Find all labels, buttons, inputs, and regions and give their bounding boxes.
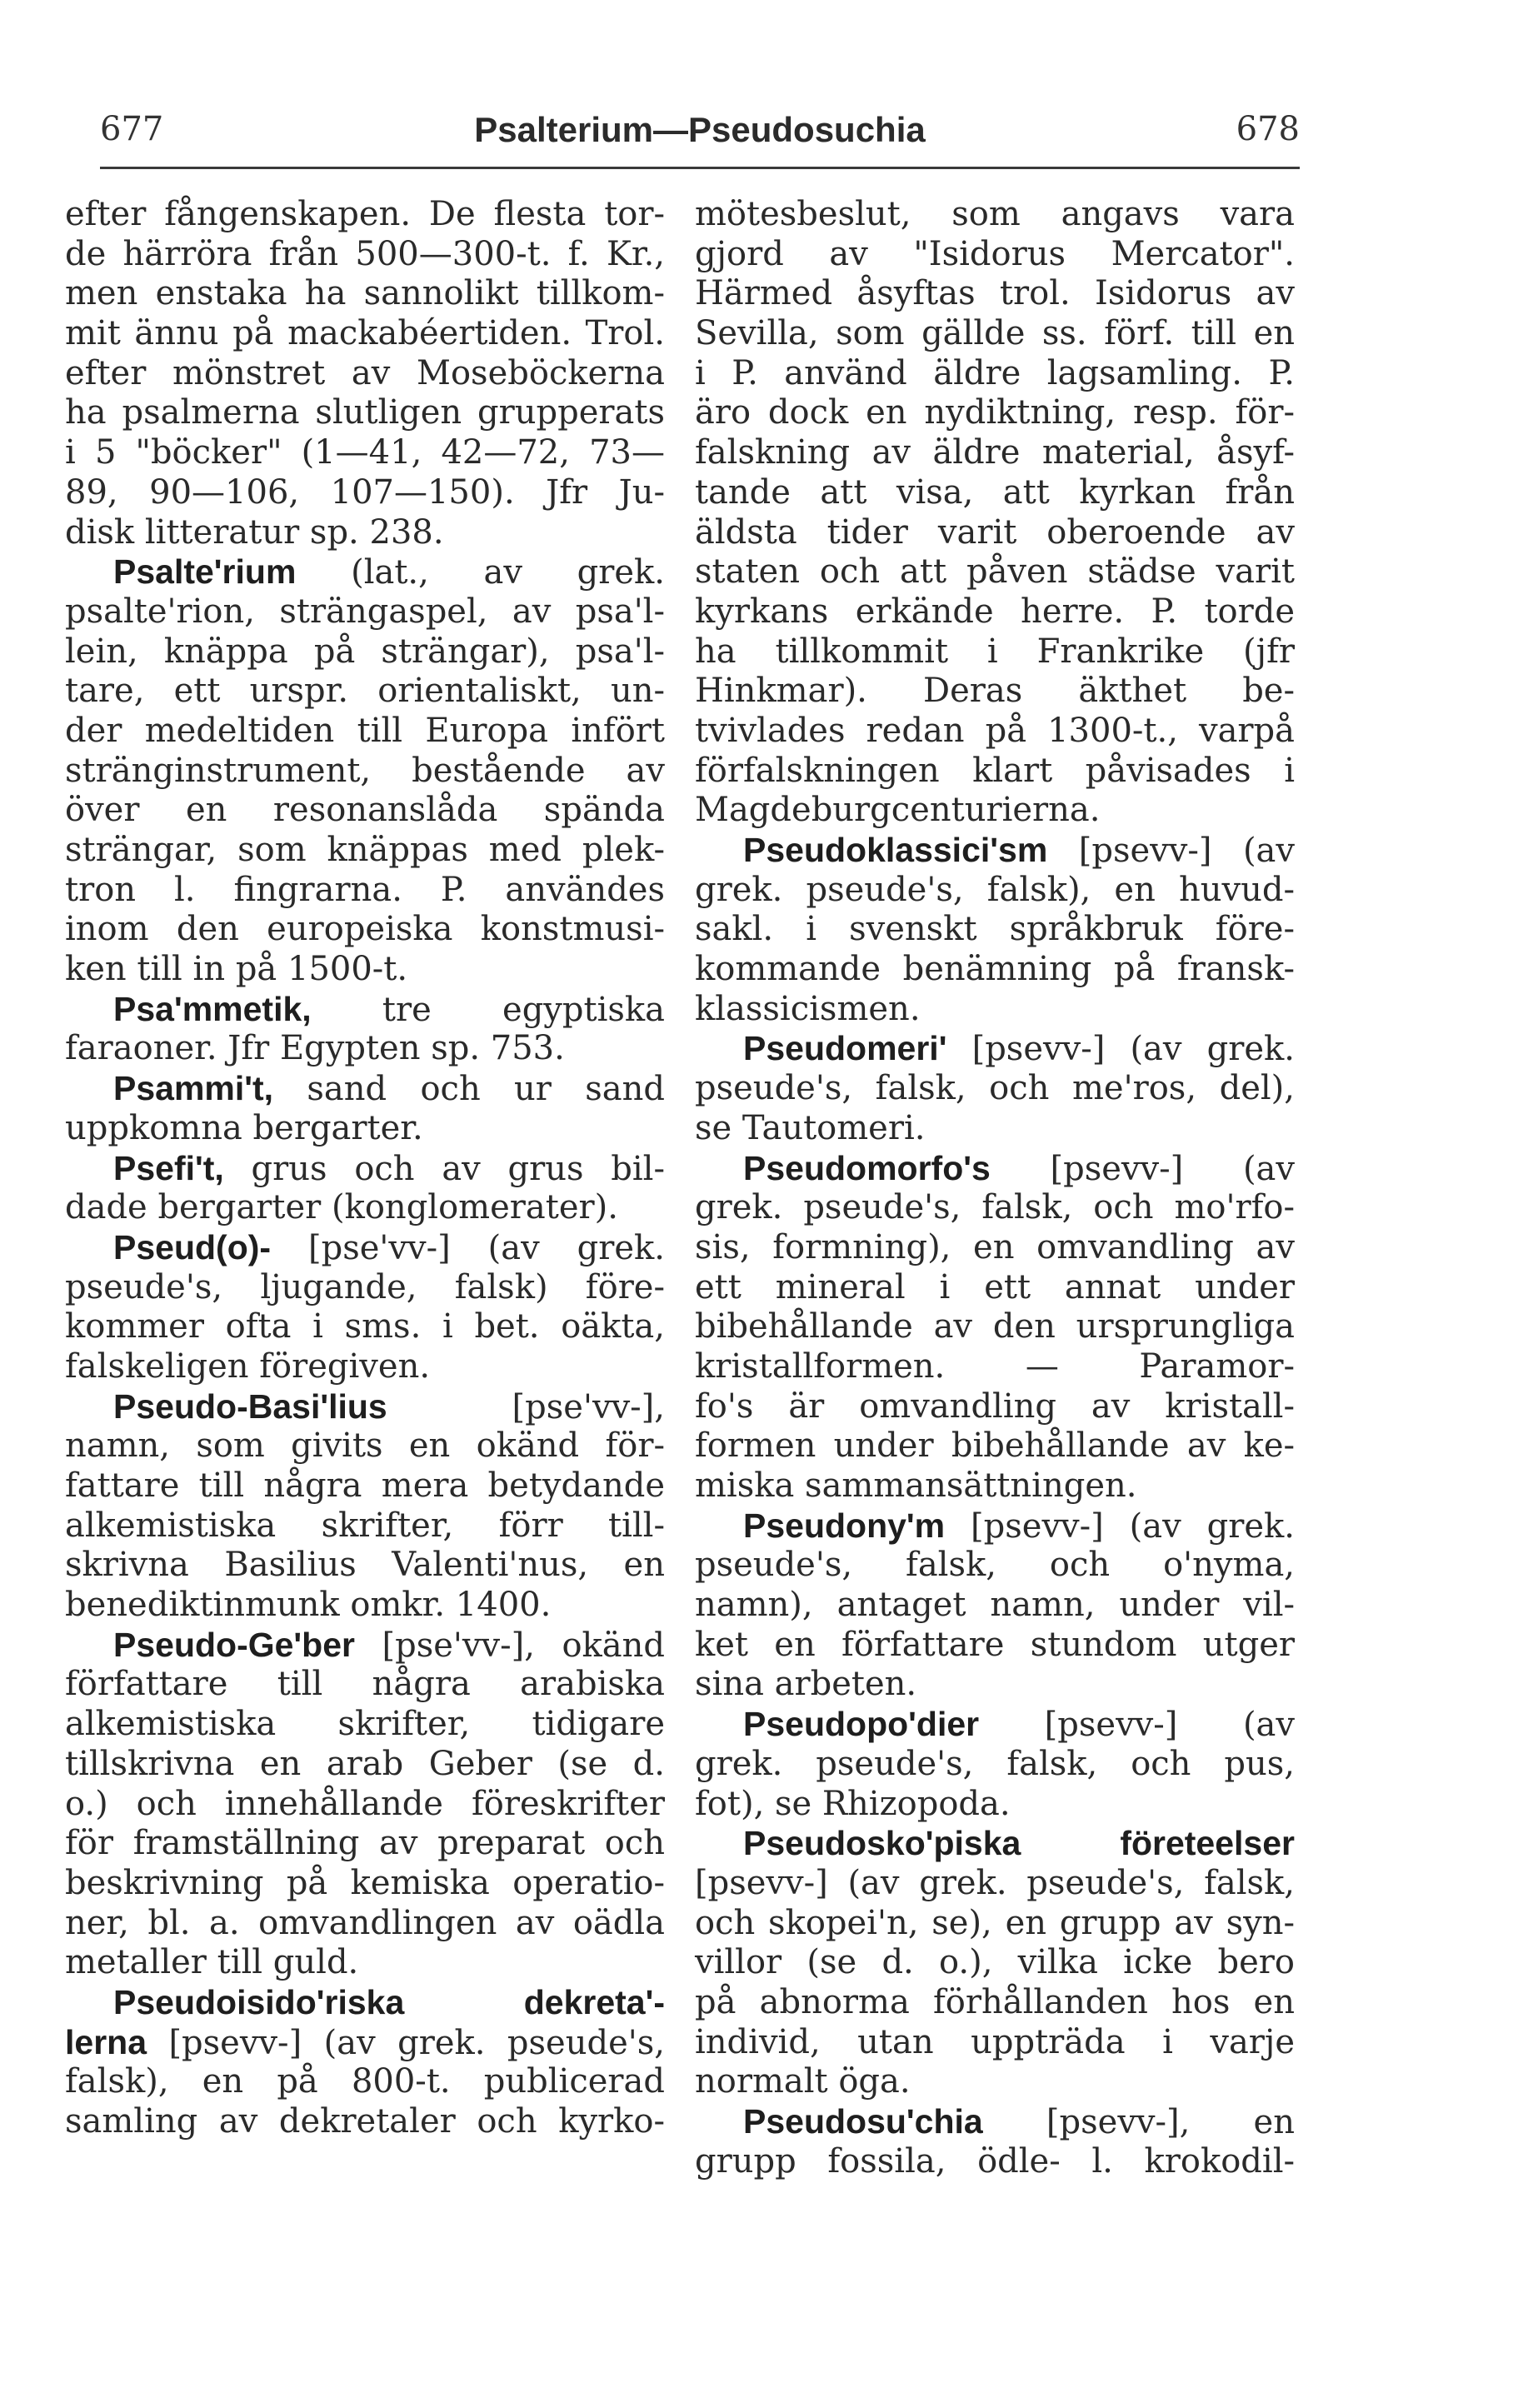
entry-text: samling av dekretaler och kyrko- xyxy=(65,2102,665,2141)
entry-headword: Pseudopo'dier xyxy=(743,1705,980,1744)
entry-text: över en resonanslåda spända xyxy=(65,791,665,830)
entry-text: o.) och innehållande föreskrifter xyxy=(65,1784,665,1823)
entry-text: på abnorma förhållanden hos en xyxy=(695,1982,1295,2021)
text-line xyxy=(695,1149,1295,1189)
entry-headword: Psalte'rium xyxy=(113,552,297,592)
left-page-number: 677 xyxy=(100,110,164,148)
entry-text: klassicismen. xyxy=(695,989,921,1028)
entry-text: [psevv-], en xyxy=(982,2103,1295,2141)
entry-headword: Pseudoisido'riska dekreta'- xyxy=(113,1982,665,2021)
entry-headword: Pseudosko'piska företeelser xyxy=(743,1824,1295,1863)
entry-text: [psevv-] (av grek. xyxy=(946,1030,1295,1069)
entry-text: sakl. i svenskt språkbruk före- xyxy=(695,910,1295,949)
text-line xyxy=(65,1626,665,1666)
text-line xyxy=(65,1149,665,1189)
text-line xyxy=(65,632,665,672)
entry-text: pseude's, ljugande, falsk) före- xyxy=(65,1267,665,1306)
text-line xyxy=(65,1824,665,1864)
text-line xyxy=(695,513,1295,553)
text-line xyxy=(65,274,665,314)
text-line xyxy=(65,1983,665,2023)
entry-text: sand och ur sand xyxy=(273,1070,665,1109)
text-line xyxy=(65,433,665,473)
entry-text: alkemistiska skrifter, tidigare xyxy=(65,1705,665,1744)
entry-headword: Psefi't, xyxy=(113,1148,224,1187)
entry-text: ket en författare stundom utger xyxy=(695,1625,1295,1664)
text-line xyxy=(65,1347,665,1387)
entry-text: normalt öga. xyxy=(695,2062,911,2101)
entry-headword: Pseudony'm xyxy=(743,1506,946,1545)
entry-text: dade bergarter (konglomerater). xyxy=(65,1188,618,1227)
entry-text: [pse'vv-], okänd xyxy=(354,1626,665,1665)
entry-text: tare, ett urspr. orientaliskt, un- xyxy=(65,672,665,711)
entry-text: individ, utan uppträda i varje xyxy=(695,2022,1295,2061)
entry-text: skrivna Basilius Valenti'nus, en xyxy=(65,1546,665,1585)
text-line xyxy=(695,910,1295,950)
text-line xyxy=(695,473,1295,513)
entry-text: miska sammansättningen. xyxy=(695,1466,1137,1505)
text-line xyxy=(695,1506,1295,1546)
text-line xyxy=(695,2023,1295,2063)
text-line xyxy=(695,2142,1295,2182)
entry-text: grupp fossila, ödle- l. krokodil- xyxy=(695,2141,1295,2181)
entry-text: Sevilla, som gällde ss. förf. till en xyxy=(695,314,1295,353)
text-line xyxy=(65,513,665,553)
entry-text: [psevv-] (av xyxy=(990,1149,1295,1188)
entry-text: falskeligen föregiven. xyxy=(65,1346,431,1386)
entry-headword: Psa'mmetik, xyxy=(113,989,312,1028)
text-line xyxy=(695,2102,1295,2142)
text-line xyxy=(65,1864,665,1904)
text-line xyxy=(65,1546,665,1586)
text-line xyxy=(65,752,665,792)
entry-headword: Pseudo-Basi'lius xyxy=(113,1386,387,1426)
entry-text: tre egyptiska xyxy=(311,990,665,1029)
text-line xyxy=(695,1069,1295,1109)
text-line xyxy=(695,1983,1295,2023)
left-column xyxy=(65,195,665,2142)
entry-text: strängar, som knäppas med plek- xyxy=(65,831,665,869)
entry-headword: Pseudoklassici'sm xyxy=(743,831,1048,869)
entry-text: villor (se d. o.), vilka icke bero xyxy=(695,1943,1295,1982)
entry-text: metaller till guld. xyxy=(65,1943,359,1982)
text-line xyxy=(65,791,665,831)
entry-text: i P. använd äldre lagsamling. P. xyxy=(695,353,1295,392)
entry-text: kyrkans erkände herre. P. torde xyxy=(695,592,1295,631)
entry-text: [psevv-] (av xyxy=(979,1706,1295,1745)
entry-text: förfalskningen klart påvisades i xyxy=(695,751,1295,790)
entry-text: [psevv-] (av grek. xyxy=(945,1506,1295,1546)
entry-text: äro dock en nydiktning, resp. för- xyxy=(695,393,1295,432)
text-line xyxy=(695,1029,1295,1069)
text-line xyxy=(695,1864,1295,1904)
text-line xyxy=(695,1824,1295,1864)
text-line xyxy=(65,1069,665,1109)
text-line xyxy=(65,1904,665,1944)
entry-text: se Tautomeri. xyxy=(695,1108,926,1147)
text-line xyxy=(65,1785,665,1825)
text-line xyxy=(65,473,665,513)
text-line xyxy=(695,433,1295,473)
entry-text: sina arbeten. xyxy=(695,1665,917,1704)
entry-text: grek. pseude's, falsk), en huvud- xyxy=(695,870,1295,909)
entry-text: falsk), en på 800-t. publicerad xyxy=(65,2062,665,2101)
entry-text: tvivlades redan på 1300-t., varpå xyxy=(695,711,1295,750)
entry-text: kommande benämning på fransk- xyxy=(695,950,1295,989)
text-line xyxy=(65,990,665,1030)
entry-text: namn, som givits en okänd för- xyxy=(65,1426,665,1466)
text-line xyxy=(695,195,1295,235)
text-line xyxy=(695,1307,1295,1347)
entry-text: fo's är omvandling av kristall- xyxy=(695,1386,1295,1426)
text-line xyxy=(695,1466,1295,1506)
right-column xyxy=(695,195,1295,2181)
entry-text: tillskrivna en arab Geber (se d. xyxy=(65,1744,665,1783)
entry-text: gjord av "Isidorus Mercator". xyxy=(695,234,1295,273)
text-line xyxy=(65,1466,665,1506)
text-line xyxy=(65,672,665,712)
entry-headword: Pseudosu'chia xyxy=(743,2102,983,2141)
entry-text: psalte'rion, strängaspel, av psa'l- xyxy=(65,592,665,631)
text-line xyxy=(695,1785,1295,1825)
text-line xyxy=(695,1943,1295,1983)
text-line xyxy=(695,1665,1295,1705)
text-line xyxy=(695,1705,1295,1745)
entry-text: (lat., av grek. xyxy=(296,553,665,592)
entry-text: Härmed åsyftas trol. Isidorus av xyxy=(695,274,1295,313)
entry-text: författare till några arabiska xyxy=(65,1665,665,1704)
entry-text: grek. pseude's, falsk, och mo'rfo- xyxy=(695,1188,1295,1227)
text-line xyxy=(695,314,1295,354)
text-line xyxy=(695,1546,1295,1586)
text-line xyxy=(695,1904,1295,1944)
entry-text: i 5 "böcker" (1—41, 42—72, 73— xyxy=(65,433,665,472)
text-line xyxy=(65,1188,665,1228)
text-line xyxy=(65,1506,665,1546)
entry-text: bibehållande av den ursprungliga xyxy=(695,1307,1295,1346)
text-line xyxy=(65,950,665,990)
text-line xyxy=(695,1268,1295,1308)
text-line xyxy=(65,592,665,632)
entry-text: tande att visa, att kyrkan från xyxy=(695,472,1295,512)
entry-text: ha psalmerna slutligen grupperats xyxy=(65,393,665,432)
text-line xyxy=(695,1626,1295,1666)
text-line xyxy=(65,2062,665,2102)
text-line xyxy=(65,1109,665,1149)
entry-text: [pse'vv-] (av grek. xyxy=(271,1228,665,1267)
text-line xyxy=(695,831,1295,871)
text-line xyxy=(695,871,1295,911)
entry-text: fattare till några mera betydande xyxy=(65,1466,665,1505)
entry-headword: Pseudomeri' xyxy=(743,1029,947,1068)
text-line xyxy=(65,195,665,235)
entry-text: inom den europeiska konstmusi- xyxy=(65,910,665,949)
text-line xyxy=(65,235,665,275)
entry-text: ett mineral i ett annat under xyxy=(695,1267,1295,1306)
text-line xyxy=(695,592,1295,632)
text-line xyxy=(695,1347,1295,1387)
text-line xyxy=(65,1705,665,1745)
text-line xyxy=(65,831,665,871)
entry-text: formen under bibehållande av ke- xyxy=(695,1426,1295,1466)
text-line xyxy=(65,1387,665,1427)
text-line xyxy=(695,752,1295,792)
entry-text: pseude's, falsk, och o'nyma, xyxy=(695,1546,1295,1585)
entry-text: mötesbeslut, som angavs vara xyxy=(695,195,1295,233)
entry-text: fot), se Rhizopoda. xyxy=(695,1784,1011,1823)
entry-text: och skopei'n, se), en grupp av syn- xyxy=(695,1903,1295,1942)
entry-text: [psevv-] (av grek. pseude's, falsk, xyxy=(695,1863,1295,1902)
text-line xyxy=(65,354,665,394)
entry-text: Magdeburgcenturierna. xyxy=(695,791,1101,830)
text-line xyxy=(65,2023,665,2063)
entry-text: [psevv-] (av grek. pseude's, xyxy=(147,2023,665,2062)
entry-text: benediktinmunk omkr. 1400. xyxy=(65,1586,552,1625)
entry-text: men enstaka ha sannolikt tillkom- xyxy=(65,274,665,313)
text-line xyxy=(65,1426,665,1466)
entry-headword: lerna xyxy=(65,2022,147,2061)
entry-text: ha tillkommit i Frankrike (jfr xyxy=(695,632,1295,671)
entry-text: efter mönstret av Moseböckerna xyxy=(65,353,665,392)
text-line xyxy=(695,274,1295,314)
entry-headword: Psammi't, xyxy=(113,1069,274,1108)
entry-text: lein, knäppa på strängar), psa'l- xyxy=(65,632,665,671)
entry-text: falskning av äldre material, åsyf- xyxy=(695,433,1295,472)
text-line xyxy=(65,1943,665,1983)
entry-headword: Pseud(o)- xyxy=(113,1227,272,1266)
entry-text: tron l. fingrarna. P. användes xyxy=(65,870,665,909)
text-line xyxy=(65,871,665,911)
entry-text: namn), antaget namn, under vil- xyxy=(695,1586,1295,1625)
entry-text: disk litteratur sp. 238. xyxy=(65,512,444,552)
entry-text: ner, bl. a. omvandlingen av oädla xyxy=(65,1903,665,1942)
entry-headword: Pseudo-Ge'ber xyxy=(113,1625,355,1664)
text-line xyxy=(65,393,665,433)
entry-text: grus och av grus bil- xyxy=(223,1149,665,1188)
text-line xyxy=(65,1745,665,1785)
text-line xyxy=(65,910,665,950)
text-line xyxy=(695,2062,1295,2102)
text-line xyxy=(695,712,1295,752)
text-line xyxy=(695,552,1295,592)
entry-text: stränginstrument, bestående av xyxy=(65,751,665,790)
text-line xyxy=(65,1586,665,1626)
running-title: Psalterium—Pseudosuchia xyxy=(474,110,926,149)
entry-text: Hinkmar). Deras äkthet be- xyxy=(695,672,1295,711)
entry-text: mit ännu på mackabéertiden. Trol. xyxy=(65,314,665,353)
text-line xyxy=(65,2102,665,2142)
entry-text: äldsta tider varit oberoende av xyxy=(695,512,1295,552)
entry-text: alkemistiska skrifter, förr till- xyxy=(65,1506,665,1545)
text-line xyxy=(65,1268,665,1308)
header-rule xyxy=(100,167,1300,169)
entry-text: uppkomna bergarter. xyxy=(65,1108,423,1147)
entry-text: staten och att påven städse varit xyxy=(695,552,1295,592)
entry-headword: Pseudomorfo's xyxy=(743,1148,991,1187)
text-line xyxy=(65,552,665,592)
entry-text: sis, formning), en omvandling av xyxy=(695,1227,1295,1266)
entry-text: pseude's, falsk, och me'ros, del), xyxy=(695,1069,1295,1108)
text-line xyxy=(695,1188,1295,1228)
entry-text: [psevv-] (av xyxy=(1047,832,1295,870)
entry-text: efter fångenskapen. De flesta tor- xyxy=(65,195,665,233)
text-line xyxy=(695,1745,1295,1785)
text-line xyxy=(65,1307,665,1347)
entry-text: der medeltiden till Europa infört xyxy=(65,711,665,750)
entry-text: [pse'vv-], xyxy=(387,1387,665,1426)
text-line xyxy=(65,712,665,752)
text-line xyxy=(695,632,1295,672)
text-line xyxy=(695,791,1295,831)
text-line xyxy=(695,1586,1295,1626)
text-line xyxy=(695,354,1295,394)
entry-text: 89, 90—106, 107—150). Jfr Ju- xyxy=(65,472,665,512)
text-line xyxy=(695,1426,1295,1466)
entry-text: kommer ofta i sms. i bet. oäkta, xyxy=(65,1307,665,1346)
entry-text: faraoner. Jfr Egypten sp. 753. xyxy=(65,1029,565,1068)
text-line xyxy=(65,1665,665,1705)
text-line xyxy=(65,314,665,354)
entry-text: kristallformen. — Paramor- xyxy=(695,1346,1295,1386)
entry-text: ken till in på 1500-t. xyxy=(65,950,408,989)
entry-text: grek. pseude's, falsk, och pus, xyxy=(695,1744,1295,1783)
text-line xyxy=(695,990,1295,1030)
text-line xyxy=(65,1029,665,1069)
right-page-number: 678 xyxy=(1236,110,1300,148)
text-line xyxy=(695,393,1295,433)
text-line xyxy=(695,1109,1295,1149)
text-line xyxy=(695,950,1295,990)
text-line xyxy=(695,672,1295,712)
text-line xyxy=(695,1387,1295,1427)
text-line xyxy=(65,1228,665,1268)
entry-text: för framställning av preparat och xyxy=(65,1824,665,1863)
entry-text: de härröra från 500—300-t. f. Kr., xyxy=(65,234,665,273)
text-line xyxy=(695,1228,1295,1268)
entry-text: beskrivning på kemiska operatio- xyxy=(65,1863,665,1902)
text-line xyxy=(695,235,1295,275)
